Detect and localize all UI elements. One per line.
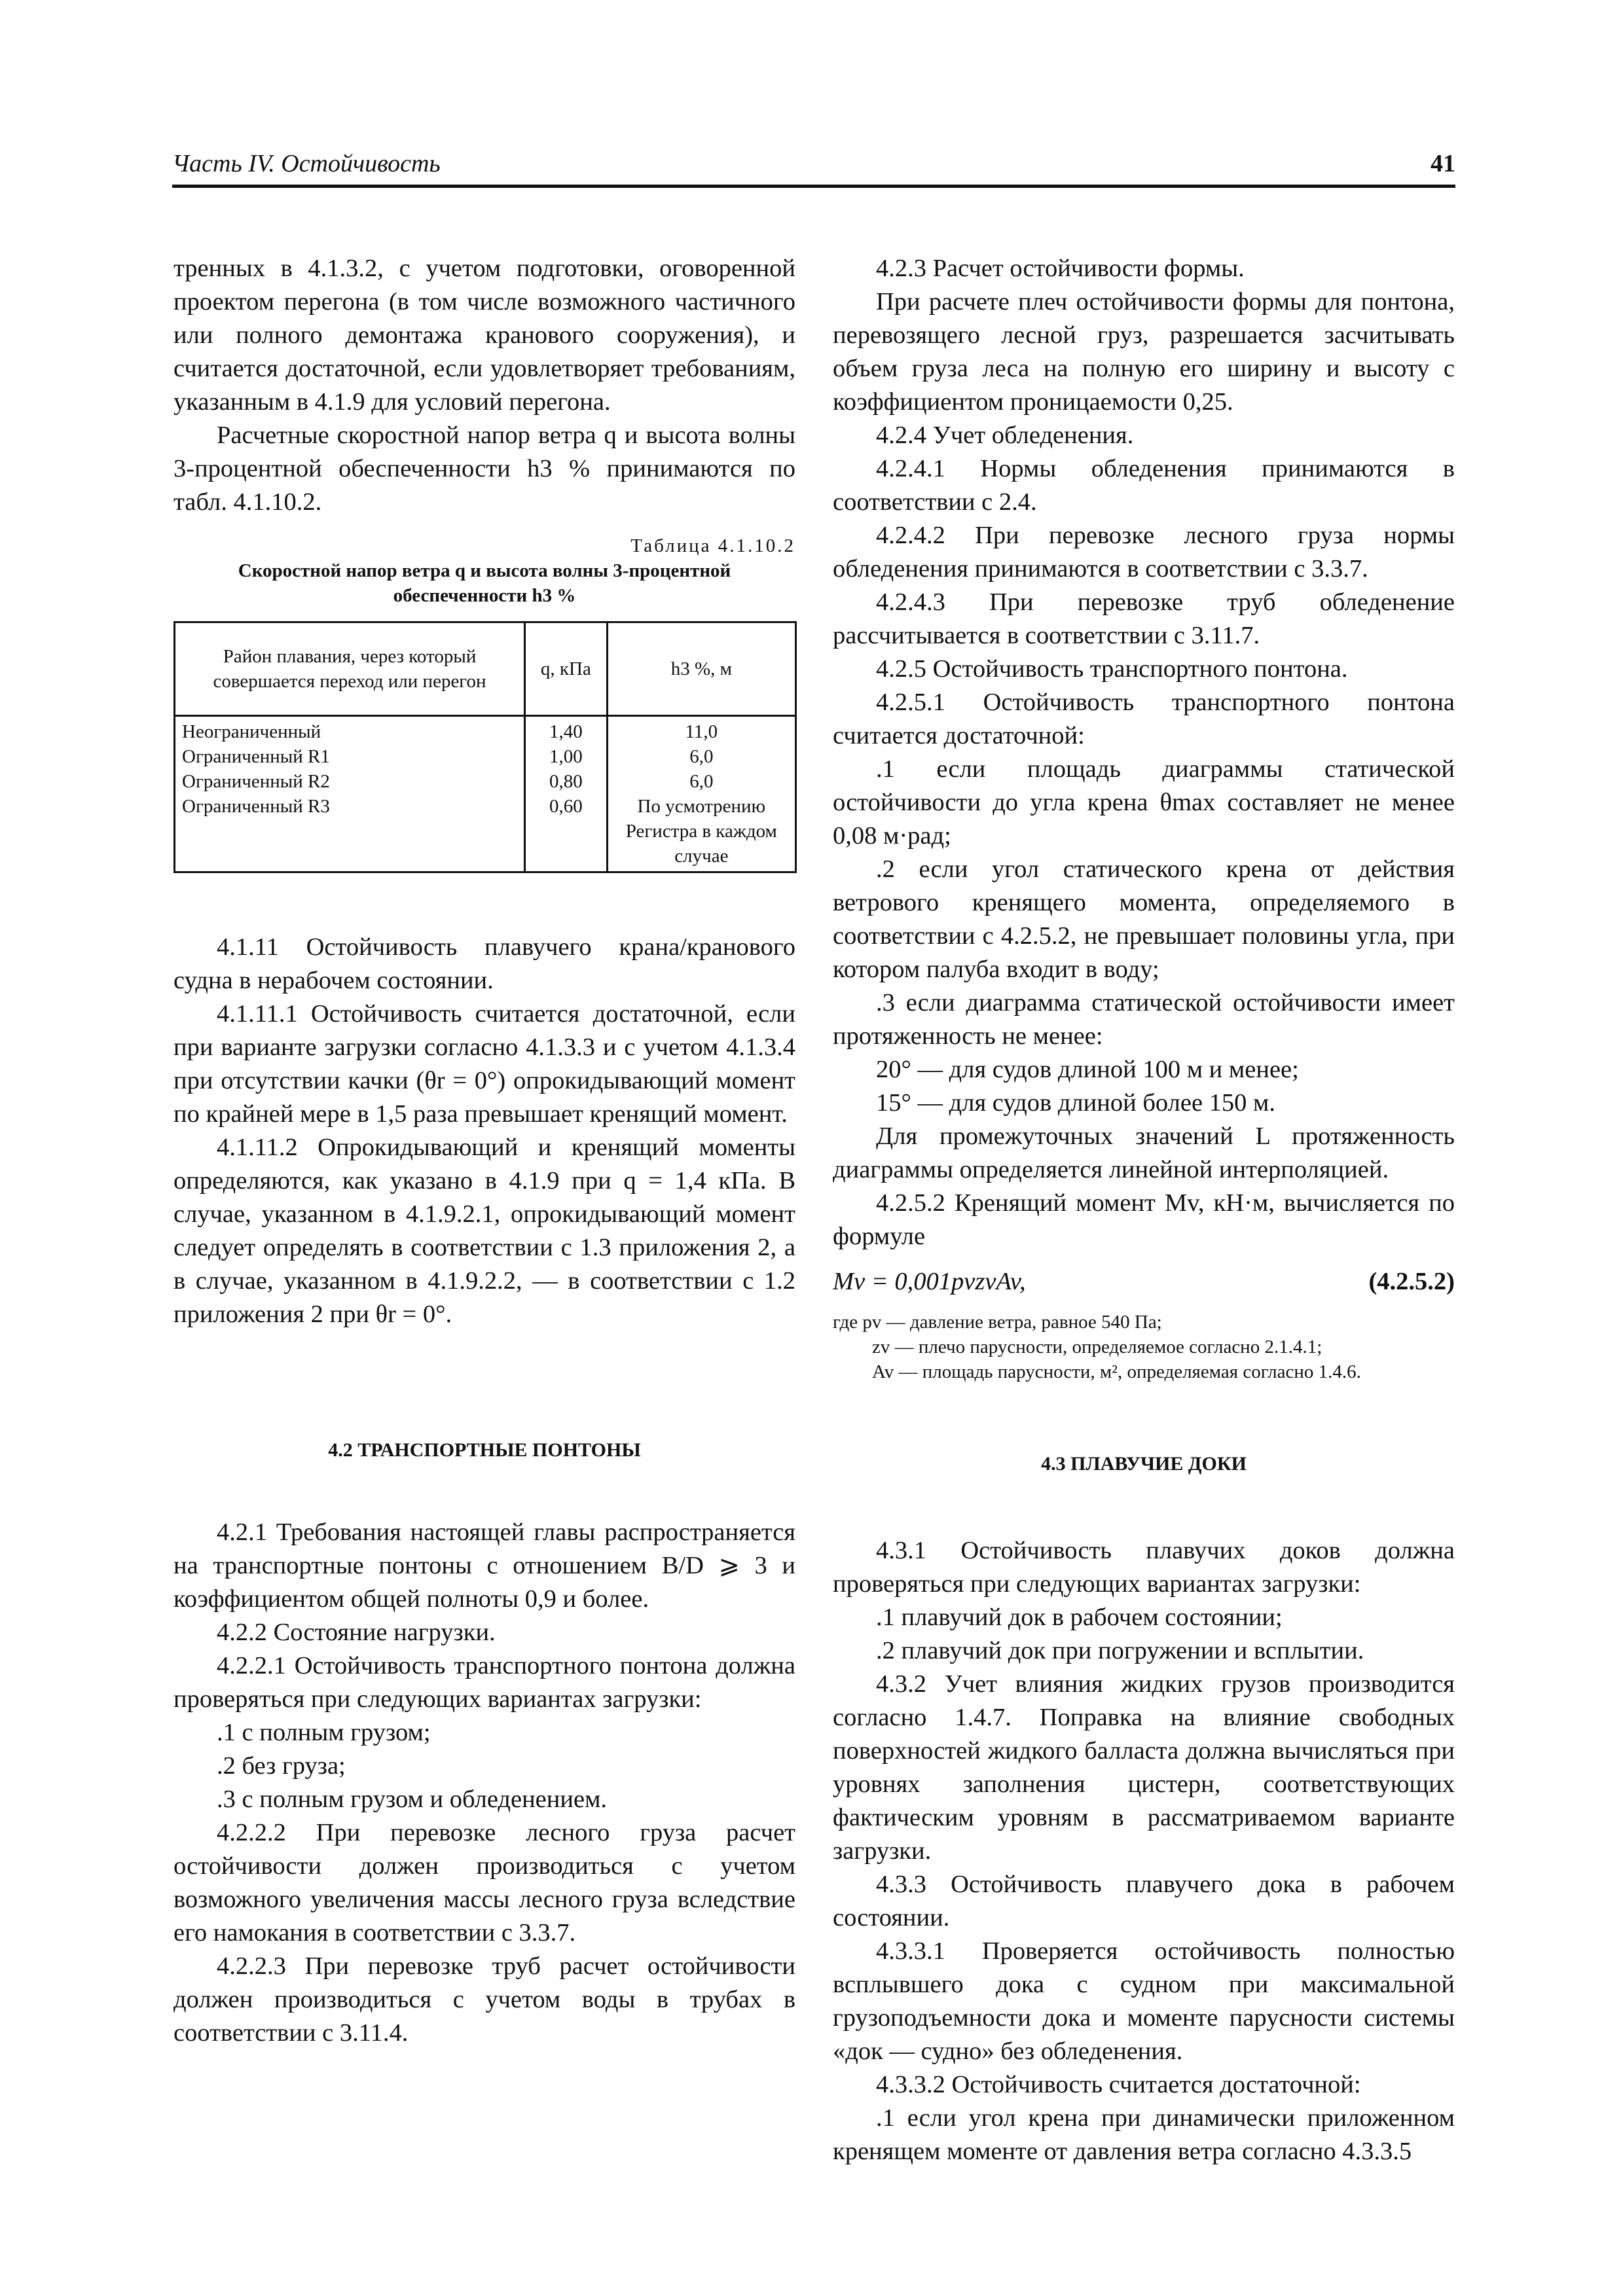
paragraph: 4.2.2 Состояние нагрузки. bbox=[217, 1619, 496, 1646]
table-title: Скоростной напор ветра q и высота волны 3-процентной обеспеченности h3 % bbox=[238, 560, 731, 606]
table-cell: 11,0 bbox=[685, 721, 718, 742]
formula-notes bbox=[833, 1310, 1455, 1384]
table-cell: По усмотрению Регистра в каждом случае bbox=[625, 796, 777, 867]
table-cell: 1,00 bbox=[549, 746, 583, 767]
left-column bbox=[173, 252, 795, 2050]
table-cell: Ограниченный R3 bbox=[182, 796, 330, 817]
table-number: Таблица 4.1.10.2 bbox=[630, 535, 795, 556]
list-item: 20° — для судов длиной 100 м и менее; bbox=[876, 1056, 1299, 1083]
formula-note: где pv — давление ветра, равное 540 Па; bbox=[833, 1312, 1162, 1333]
table-cell: 1,40 bbox=[549, 721, 583, 742]
paragraph: 4.3.2 Учет влияния жидких грузов производится согласно 1.4.7. Поправка на влияние свободных поверхностей жидкого балласта должна вычисляться при уровнях заполнения цистерн, соответствующих фактическим уровням в рассматриваемом варианте загрузки. bbox=[833, 1670, 1455, 1865]
formula-note: Av — площадь парусности, м², определяемая согласно 1.4.6. bbox=[872, 1361, 1361, 1382]
paragraph: 4.2.4.3 При перевозке труб обледенение рассчитывается в соответствии с 3.11.7. bbox=[833, 588, 1455, 649]
paragraph: 4.1.11.2 Опрокидывающий и кренящий моменты определяются, как указано в 4.1.9 при q = 1,4 кПа. В случае, указанном в 4.1.9.2.1, опрокидывающий момент следует определять в соответствии с 1.3 приложения 2, а в случае, указанном в 4.1.9.2.2, — в соответствии с 1.2 приложения 2 при θr = 0°. bbox=[173, 1134, 795, 1328]
list-item: .3 если диаграмма статической остойчивости имеет протяженность не менее: bbox=[833, 989, 1455, 1050]
paragraph: 4.2.4.2 При перевозке лесного груза нормы обледенения принимаются в соответствии с 3.3.7. bbox=[833, 522, 1455, 583]
paragraph: 4.2.2.1 Остойчивость транспортного понтона должна проверяться при следующих вариантах загрузки: bbox=[173, 1652, 795, 1713]
table-cell: 0,80 bbox=[549, 771, 583, 792]
list-item: .1 если площадь диаграммы статической остойчивости до угла крена θmax составляет не менее 0,08 м·рад; bbox=[833, 755, 1455, 850]
list-item: .2 если угол статического крена от действия ветрового кренящего момента, определяемого в соответствии с 4.2.5.2, не превышает половины угла, при котором палуба входит в воду; bbox=[833, 855, 1455, 983]
table-cell: Ограниченный R1 bbox=[182, 746, 330, 767]
table-body-row bbox=[175, 716, 796, 872]
paragraph: При расчете плеч остойчивости формы для понтона, перевозящего лесной груз, разрешается засчитывать объем груза леса на полную его ширину и высоту с коэффициентом проницаемости 0,25. bbox=[833, 288, 1455, 416]
paragraph: 4.3.3.1 Проверяется остойчивость полностью всплывшего дока с судном при максимальной грузоподъемности дока и моменте парусности системы «док — судно» без обледенения. bbox=[833, 1937, 1455, 2065]
section-heading: 4.2 ТРАНСПОРТНЫЕ ПОНТОНЫ bbox=[328, 1439, 641, 1461]
h3-cell bbox=[607, 716, 795, 872]
list-item: .2 без груза; bbox=[217, 1752, 346, 1780]
running-title: Часть IV. Остойчивость bbox=[172, 150, 441, 177]
paragraph: 4.2.4 Учет обледенения. bbox=[876, 422, 1134, 449]
paragraph: Расчетные скоростной напор ветра q и высота волны 3-процентной обеспеченности h3 % принимаются по табл. 4.1.10.2. bbox=[173, 422, 795, 516]
paragraph: 4.1.11 Остойчивость плавучего крана/кранового судна в нерабочем состоянии. bbox=[173, 933, 795, 994]
column-header-h3: h3 %, м bbox=[607, 622, 795, 716]
table-cell: 0,60 bbox=[549, 796, 583, 817]
paragraph: 4.2.3 Расчет остойчивости формы. bbox=[876, 255, 1245, 282]
paragraph: 4.2.5.2 Кренящий момент Mv, кН·м, вычисляется по формуле bbox=[833, 1189, 1455, 1250]
table-cell: 6,0 bbox=[689, 746, 714, 767]
paragraph: 4.2.2.3 При перевозке труб расчет остойчивости должен производиться с учетом воды в трубах в соответствии с 3.11.4. bbox=[173, 1952, 795, 2047]
list-item: .1 плавучий док в рабочем состоянии; bbox=[876, 1604, 1283, 1631]
table-header-row bbox=[175, 622, 796, 716]
formula-number: (4.2.5.2) bbox=[1368, 1268, 1455, 1295]
table-cell: 6,0 bbox=[689, 771, 714, 792]
formula-expression: Mv = 0,001pvzvAv, bbox=[833, 1268, 1026, 1295]
list-item: 15° — для судов длиной более 150 м. bbox=[876, 1089, 1276, 1117]
list-item: .2 плавучий док при погружении и всплытии. bbox=[876, 1637, 1364, 1664]
paragraph: 4.3.3.2 Остойчивость считается достаточной: bbox=[876, 2071, 1361, 2098]
section-heading: 4.3 ПЛАВУЧИЕ ДОКИ bbox=[1041, 1453, 1247, 1475]
page-number: 41 bbox=[1431, 150, 1455, 177]
paragraph: 4.2.1 Требования настоящей главы распространяется на транспортные понтоны с отношением B/D ⩾ 3 и коэффициентом общей полноты 0,9 и более. bbox=[173, 1518, 795, 1613]
paragraph: тренных в 4.1.3.2, с учетом подготовки, оговоренной проектом перегона (в том числе возможного частичного или полного демонтажа кранового сооружения), и считается достаточной, если удовлетворяет требованиям, указанным в 4.1.9 для условий перегона. bbox=[173, 255, 795, 416]
column-header-q: q, кПа bbox=[525, 622, 608, 716]
right-column bbox=[833, 252, 1455, 2168]
q-cell bbox=[525, 716, 608, 872]
formula bbox=[833, 1265, 1455, 1304]
table-cell: Ограниченный R2 bbox=[182, 771, 330, 792]
paragraph: 4.2.5.1 Остойчивость транспортного понтона считается достаточной: bbox=[833, 689, 1455, 749]
list-item: .1 с полным грузом; bbox=[217, 1719, 431, 1746]
paragraph: 4.3.1 Остойчивость плавучих доков должна проверяться при следующих вариантах загрузки: bbox=[833, 1537, 1455, 1598]
formula-note: zv — плечо парусности, определяемое согласно 2.1.4.1; bbox=[872, 1336, 1322, 1357]
area-cell bbox=[175, 716, 525, 872]
paragraph: 4.2.4.1 Нормы обледенения принимаются в соответствии с 2.4. bbox=[833, 455, 1455, 516]
list-item: .3 с полным грузом и обледенением. bbox=[217, 1785, 608, 1813]
paragraph: 4.3.3 Остойчивость плавучего дока в рабочем состоянии. bbox=[833, 1871, 1455, 1931]
table-caption bbox=[173, 533, 795, 608]
list-item: .1 если угол крена при динамически приложенном кренящем моменте от давления ветра согласно 4.3.3.5 bbox=[833, 2104, 1455, 2165]
wind-wave-table bbox=[173, 621, 797, 873]
paragraph: 4.2.2.2 При перевозке лесного груза расчет остойчивости должен производиться с учетом возможного увеличения массы лесного груза вследствие его намокания в соответствии с 3.3.7. bbox=[173, 1819, 795, 1946]
column-header-area: Район плавания, через который совершается переход или перегон bbox=[175, 622, 525, 716]
paragraph: 4.2.5 Остойчивость транспортного понтона. bbox=[876, 655, 1348, 683]
paragraph: 4.1.11.1 Остойчивость считается достаточной, если при варианте загрузки согласно 4.1.3.3 и с учетом 4.1.3.4 при отсутствии качки (θr = 0°) опрокидывающий момент по крайней мере в 1,5 раза превышает кренящий момент. bbox=[173, 1000, 795, 1128]
running-header bbox=[172, 145, 1455, 188]
paragraph: Для промежуточных значений L протяженность диаграммы определяется линейной интерполяцией. bbox=[833, 1122, 1455, 1183]
table-cell: Неограниченный bbox=[182, 721, 321, 742]
